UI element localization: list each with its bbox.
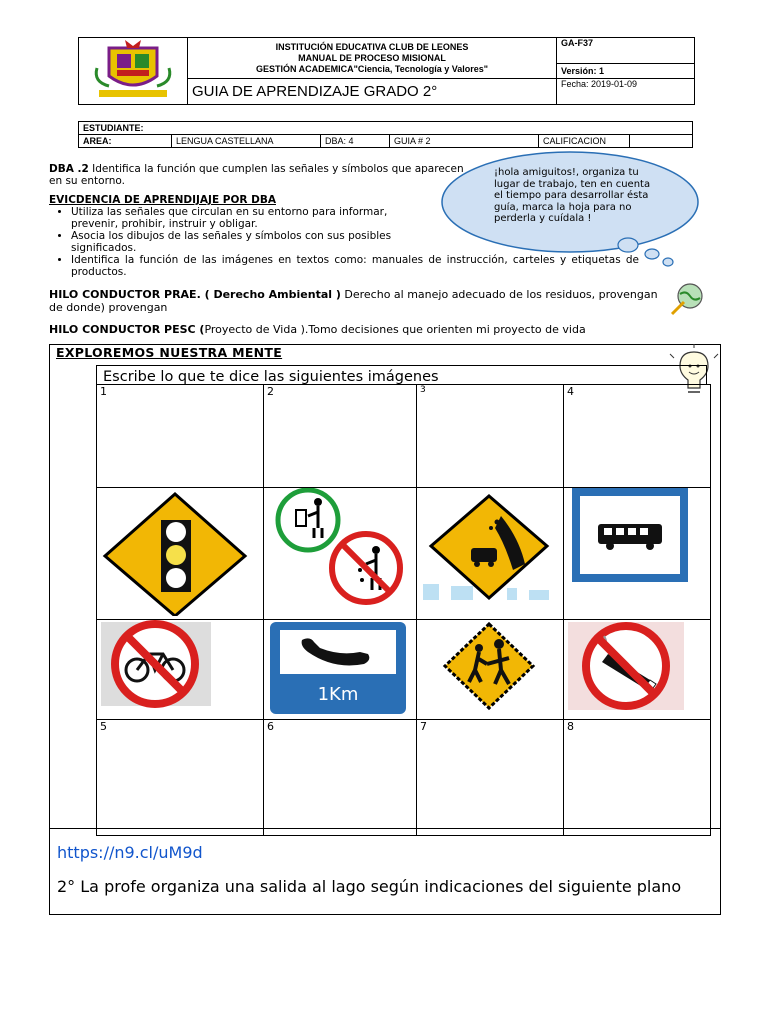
evidence-item: • Identifica la función de las imágenes en textos como: manuales de instrucción, carteles y etiquetas de productos. (71, 254, 639, 278)
evidence-item: • Utiliza las señales que circulan en su entorno para informar, prevenir, prohibir, instruir y obligar. (71, 206, 411, 230)
telephone-sign-icon (264, 620, 416, 716)
answer-cell-2[interactable] (264, 385, 417, 488)
sign-cell-8 (564, 620, 711, 720)
instruction-cell (96, 365, 707, 384)
sign-cell-3 (417, 488, 564, 620)
manual-name: MANUAL DE PROCESO MISIONAL (298, 52, 446, 63)
resource-link[interactable]: https://n9.cl/uM9d (57, 843, 203, 862)
school-crossing-sign-icon (417, 620, 563, 716)
question-2: 2° La profe organiza una salida al lago según indicaciones del siguiente plano (57, 877, 682, 896)
answer-cell-8[interactable] (564, 720, 711, 836)
guide-title: GUIA DE APRENDIZAJE GRADO 2° (192, 83, 438, 101)
sign-cell-1 (97, 488, 264, 620)
document-version: Versión: 1 (561, 65, 605, 76)
litter-signs-icon (264, 488, 416, 616)
pesc-text: Proyecto de Vida ).Tomo decisiones que orienten mi proyecto de vida (204, 323, 586, 336)
cell-number: 7 (420, 720, 427, 733)
dba-text: Identifica la función que cumplen las señales y símbolos que aparecen en su entorno. (49, 163, 464, 187)
evidence-section (49, 194, 639, 278)
answer-cell-1[interactable] (97, 385, 264, 488)
evidence-item: • Asocia los dibujos de las señales y símbolos con sus posibles significados. (71, 230, 411, 254)
dba-number: DBA: 4 (321, 135, 390, 148)
area-value: LENGUA CASTELLANA (172, 135, 321, 148)
sign-cell-2 (264, 488, 417, 620)
cell-number: 6 (267, 720, 274, 733)
answer-cell-5[interactable] (97, 720, 264, 836)
pesc-label: HILO CONDUCTOR PESC ( (49, 323, 205, 336)
footer-divider (49, 828, 721, 829)
cell-number: 4 (567, 385, 574, 398)
prae-label: HILO CONDUCTOR PRAE. ( Derecho Ambiental ) (49, 288, 341, 301)
date-cell (557, 79, 695, 105)
sign-cell-6 (264, 620, 417, 720)
signs-grid (96, 384, 711, 836)
traffic-light-sign-icon (97, 488, 263, 616)
no-bicycles-sign-icon (97, 620, 263, 716)
answer-cell-3[interactable] (417, 385, 564, 488)
instruction-text: Escribe lo que te dice las siguientes imágenes (103, 369, 439, 385)
sign-cell-7 (417, 620, 564, 720)
globe-icon (666, 280, 712, 316)
evidence-title: EVICDENCIA DE APRENDIJAJE POR DBA (49, 194, 276, 206)
prae-text: Derecho al manejo adecuado de los residuos, provengan de donde) provengan (49, 288, 658, 314)
grade-value[interactable] (630, 135, 693, 148)
distance-label: 1Km (317, 684, 359, 705)
grade-label: CALIFICACION (539, 135, 630, 148)
school-logo (79, 38, 187, 100)
cell-number: 5 (100, 720, 107, 733)
version-cell (557, 63, 695, 78)
bus-stop-sign-icon (564, 488, 710, 616)
answer-cell-4[interactable] (564, 385, 711, 488)
area-label: AREA: (79, 135, 172, 148)
document-date: Fecha: 2019-01-09 (561, 79, 638, 90)
prae-paragraph (49, 288, 659, 314)
cell-number: 1 (100, 385, 107, 398)
guide-title-cell (188, 79, 557, 105)
institution-name: INSTITUCIÓN EDUCATIVA CLUB DE LEONES (275, 41, 469, 52)
header-table (78, 37, 695, 105)
student-cell[interactable] (79, 122, 693, 135)
management-name: GESTIÓN ACADEMICA"Ciencia, Tecnología y Valores" (255, 63, 489, 74)
cell-number: 2 (267, 385, 274, 398)
evidence-list (49, 206, 639, 278)
sign-cell-4 (564, 488, 711, 620)
pesc-paragraph (49, 323, 669, 336)
cell-number: 3 (420, 385, 426, 395)
logo-cell (79, 38, 188, 105)
activity-title: EXPLOREMOS NUESTRA MENTE (56, 345, 283, 360)
student-label: ESTUDIANTE: (83, 123, 144, 133)
cell-number: 8 (567, 720, 574, 733)
code-cell (557, 38, 695, 64)
sign-cell-5 (97, 620, 264, 720)
student-info-table (78, 121, 693, 148)
falling-rocks-sign-icon (417, 488, 563, 616)
answer-cell-7[interactable] (417, 720, 564, 836)
dba-paragraph (49, 163, 464, 187)
no-smoking-sign-icon (564, 620, 710, 716)
guide-number: GUIA # 2 (390, 135, 539, 148)
document-code: GA-F37 (561, 38, 594, 48)
answer-cell-6[interactable] (264, 720, 417, 836)
cloud-text: ¡hola amiguitos!, organiza tu lugar de trabajo, ten en cuenta el tiempo para desarrollar ésta guía, marca la hoja para no perderla y cuídala ! (494, 167, 651, 224)
dba-label: DBA .2 (49, 163, 89, 175)
